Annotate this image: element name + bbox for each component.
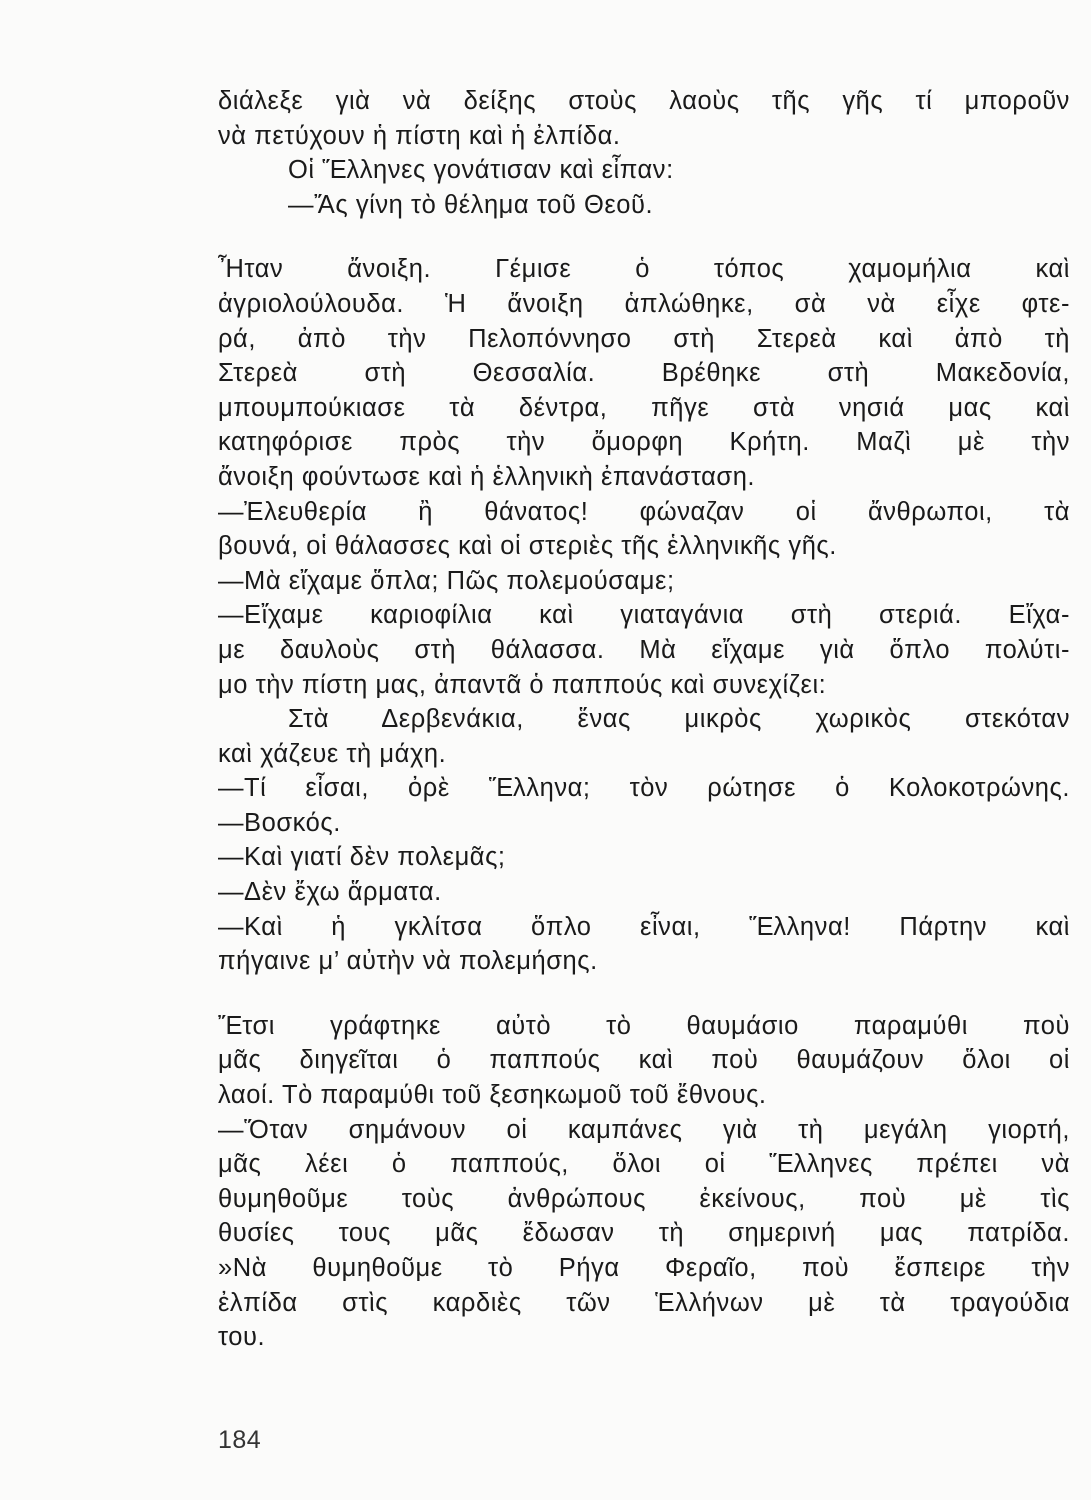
text-line: Ἔτσι γράφτηκε αὐτὸ τὸ θαυμάσιο παραμύθι ποὺ [218,1011,1070,1040]
text-line: θυσίες τους μᾶς ἔδωσαν τὴ σημερινή μας πατρίδα. [218,1219,1070,1248]
paragraph [218,252,1070,494]
text-line: —Εἴχαμε καριοφίλια καὶ γιαταγάνια στὴ στεριά. Εἴχα- [218,601,1070,630]
text-line: —Ἄς γίνη τὸ θέλημα τοῦ Θεοῦ. [288,190,654,219]
paragraph [218,1113,1070,1251]
text-line: —Μὰ εἴχαμε ὅπλα; Πῶς πολεμούσαμε; [218,566,675,595]
text-line: ἄνοιξη φούντωσε καὶ ἡ ἑλληνικὴ ἐπανάσταση. [218,462,756,491]
text-line: Στὰ Δερβενάκια, ἕνας μικρὸς χωρικὸς στεκόταν [288,705,1070,734]
text-line: μο τὴν πίστη μας, ἀπαντᾶ ὁ παππούς καὶ συνεχίζει: [218,670,827,699]
paragraph [218,598,1070,702]
text-line: Στερεὰ στὴ Θεσσαλία. Βρέθηκε στὴ Μακεδονία, [218,359,1070,388]
paragraph [218,771,1070,806]
text-line: λαοί. Τὸ παραμύθι τοῦ ξεσηκωμοῦ τοῦ ἔθνους. [218,1081,767,1110]
text-line: Ἦταν ἄνοιξη. Γέμισε ὁ τόπος χαμομήλια καὶ [218,255,1070,284]
paragraph [218,840,1070,875]
text-line: κατηφόρισε πρὸς τὴν ὄμορφη Κρήτη. Μαζὶ μὲ τὴν [218,428,1070,457]
text-line: ἐλπίδα στὶς καρδιὲς τῶν Ἑλλήνων μὲ τὰ τραγούδια [218,1288,1070,1317]
paragraph-gap [218,979,1070,1009]
text-line: —Ἐλευθερία ἢ θάνατος! φώναζαν οἱ ἄνθρωποι, τὰ [218,497,1070,526]
page-number: 184 [218,1426,262,1454]
body-text [218,84,1070,1355]
text-line: μᾶς λέει ὁ παππούς, ὅλοι οἱ Ἕλληνες πρέπει νὰ [218,1150,1070,1179]
text-line: —Ὅταν σημάνουν οἱ καμπάνες γιὰ τὴ μεγάλη γιορτή, [218,1115,1070,1144]
paragraph [218,1251,1070,1355]
text-line: —Καὶ γιατί δὲν πολεμᾶς; [218,843,506,872]
paragraph [218,702,1070,771]
text-line: θυμηθοῦμε τοὺς ἀνθρώπους ἐκείνους, ποὺ μὲ τὶς [218,1184,1070,1213]
text-line: διάλεξε γιὰ νὰ δείξης στοὺς λαοὺς τῆς γῆς τί μποροῦν [218,87,1070,115]
text-line: ἀγριολούλουδα. Ἡ ἄνοιξη ἁπλώθηκε, σὰ νὰ εἶχε φτε- [218,289,1070,318]
text-line: μπουμπούκιασε τὰ δέντρα, πῆγε στὰ νησιά μας καὶ [218,393,1070,422]
text-line: —Τί εἶσαι, ὀρὲ Ἕλληνα; τὸν ρώτησε ὁ Κολοκοτρώνης. [218,774,1070,803]
paragraph [218,495,1070,564]
paragraph-gap [218,222,1070,252]
paragraph [218,84,1070,153]
paragraph [218,910,1070,979]
text-line: Οἱ Ἕλληνες γονάτισαν καὶ εἶπαν: [288,156,674,185]
text-line: με δαυλοὺς στὴ θάλασσα. Μὰ εἴχαμε γιὰ ὅπλο πολύτι- [218,635,1070,664]
text-line: νὰ πετύχουν ἡ πίστη καὶ ἡ ἐλπίδα. [218,121,621,150]
text-line: βουνά, οἱ θάλασσες καὶ οἱ στεριὲς τῆς ἑλληνικῆς γῆς. [218,532,837,561]
text-line: —Καὶ ἡ γκλίτσα ὅπλο εἶναι, Ἕλληνα! Πάρτην καὶ [218,912,1070,941]
text-line: του. [218,1323,266,1352]
text-line: —Βοσκός. [218,808,341,837]
paragraph [218,1009,1070,1113]
paragraph [218,564,1070,599]
paragraph [218,806,1070,841]
paragraph [218,875,1070,910]
text-line: πήγαινε μ’ αὐτὴν νὰ πολεμήσης. [218,947,598,976]
text-line: ρά, ἀπὸ τὴν Πελοπόννησο στὴ Στερεὰ καὶ ἀπὸ τὴ [218,324,1070,353]
text-line: μᾶς διηγεῖται ὁ παππούς καὶ ποὺ θαυμάζουν ὅλοι οἱ [218,1046,1070,1075]
text-line: καὶ χάζευε τὴ μάχη. [218,739,447,768]
text-line: —Δὲν ἔχω ἅρματα. [218,878,442,907]
text-line: »Νὰ θυμηθοῦμε τὸ Ρήγα Φεραῖο, ποὺ ἔσπειρε τὴν [218,1254,1070,1282]
paragraph [218,153,1070,222]
